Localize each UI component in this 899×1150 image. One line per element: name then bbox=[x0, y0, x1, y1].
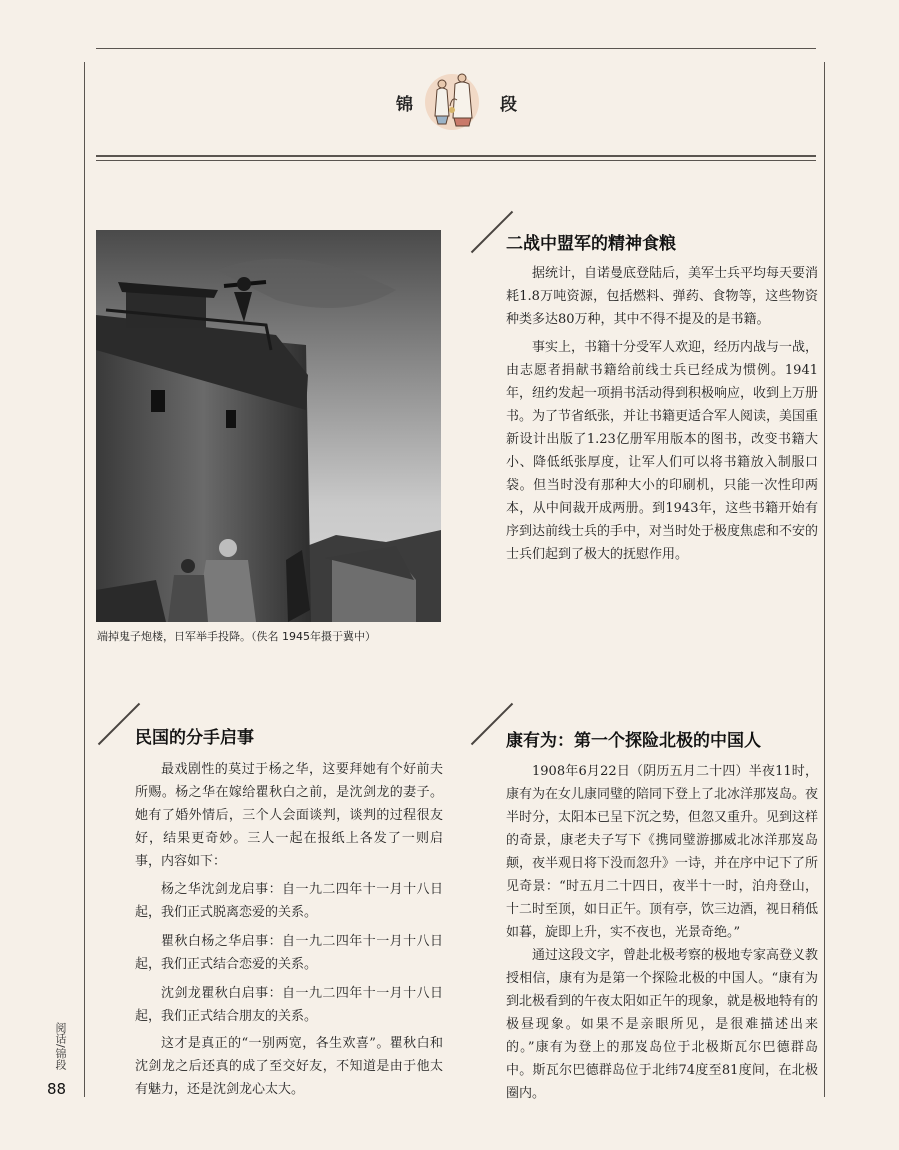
page-number: 88 bbox=[47, 1080, 67, 1098]
left-margin-rule bbox=[84, 62, 85, 1097]
article2-paragraph: 这才是真正的“一别两宽，各生欢喜”。瞿秋白和沈剑龙之后还真的成了至交好友，不知道是由于他太有魅力，还是沈剑龙心太大。 bbox=[135, 1036, 443, 1097]
header-left-char: 锦 bbox=[396, 95, 413, 115]
header-rule-bottom bbox=[96, 160, 816, 161]
article2-paragraph: 瞿秋白杨之华启事：自一九二四年十一月十八日起，我们正式结合恋爱的关系。 bbox=[135, 934, 443, 972]
article2-paragraph: 最戏剧性的莫过于杨之华，这要拜她有个好前夫所赐。杨之华在嫁给瞿秋白之前，是沈剑龙的妻子。她有了婚外情后，三个人会面谈判，谈判的过程很友好，结果更奇妙。三人一起在报纸上各发了一则启事，内容如下： bbox=[135, 762, 443, 869]
article-title-wwii-books: 二战中盟军的精神食粮 bbox=[506, 234, 676, 254]
article2-paragraph: 杨之华沈剑龙启事：自一九二四年十一月十八日起，我们正式脱离恋爱的关系。 bbox=[135, 882, 443, 920]
photo-caption: 端掉鬼子炮楼，日军举手投降。（佚名 1945年摄于冀中） bbox=[97, 630, 376, 643]
article3-paragraph: 通过这段文字，曾赴北极考察的极地专家高登义教授相信，康有为是第一个探险北极的中国人。“康有为到北极看到的午夜太阳如正午的现象，就是极地特有的极昼现象。如果不是亲眼所见，是很难描述出来的。”康有为登上的那岌岛位于北极斯瓦尔巴德群岛中。斯瓦尔巴德群岛位于北纬74度至81度间，在北极圈内。 bbox=[506, 948, 819, 1101]
title-accent-slash bbox=[98, 703, 140, 745]
section-label: 阅话/锦段 bbox=[54, 1022, 67, 1070]
article1-paragraph: 据统计，自诺曼底登陆后，美军士兵平均每天要消耗1.8万吨资源，包括燃料、弹药、食物等，这些物资种类多达80万种，其中不得不提及的是书籍。 bbox=[506, 266, 819, 327]
article1-paragraph: 事实上，书籍十分受军人欢迎，经历内战与一战，由志愿者捐献书籍给前线士兵已经成为惯例。1941年，纽约发起一项捐书活动得到积极响应，收到上万册书。为了节省纸张，并让书籍更适合军人阅读，美国重新设计出版了1.23亿册军用版本的图书，改变书籍大小、降低纸张厚度，让军人们可以将书籍放入制服口袋。但当时没有那种大小的印刷机，只能一次性印两本，从中间裁开成两册。到1943年，这些书籍开始有序到达前线士兵的手中，对当时处于极度焦虑和不安的士兵们起到了极大的抚慰作用。 bbox=[506, 340, 819, 562]
top-rule bbox=[96, 48, 816, 49]
header-right-char: 段 bbox=[500, 95, 517, 115]
article-title-kang-youwei: 康有为：第一个探险北极的中国人 bbox=[506, 731, 761, 751]
article3-paragraph: 1908年6月22日（阴历五月二十四）半夜11时，康有为在女儿康同璧的陪同下登上了北冰洋那岌岛。夜半时分，太阳本已呈下沉之势，但忽又重升。见到这样的奇景，康老夫子写下《携同璧游挪威北冰洋那岌岛颠，夜半观日将下没而忽升》一诗，并在序中记下了所见奇景：“时五月二十四日，夜半十一时，泊舟登山，十二时至顶，如日正午。顶有亭，饮三边酒，视日稍低如暮，旋即上升，实不夜也，光景奇绝。” bbox=[506, 764, 819, 940]
header-rule-top bbox=[96, 155, 816, 157]
historical-photo-watchtower bbox=[96, 230, 441, 622]
article-title-breakup-notice: 民国的分手启事 bbox=[135, 728, 254, 748]
figures-illustration bbox=[424, 66, 480, 132]
article2-paragraph: 沈剑龙瞿秋白启事：自一九二四年十一月十八日起，我们正式结合朋友的关系。 bbox=[135, 986, 443, 1024]
right-margin-rule bbox=[824, 62, 825, 1097]
